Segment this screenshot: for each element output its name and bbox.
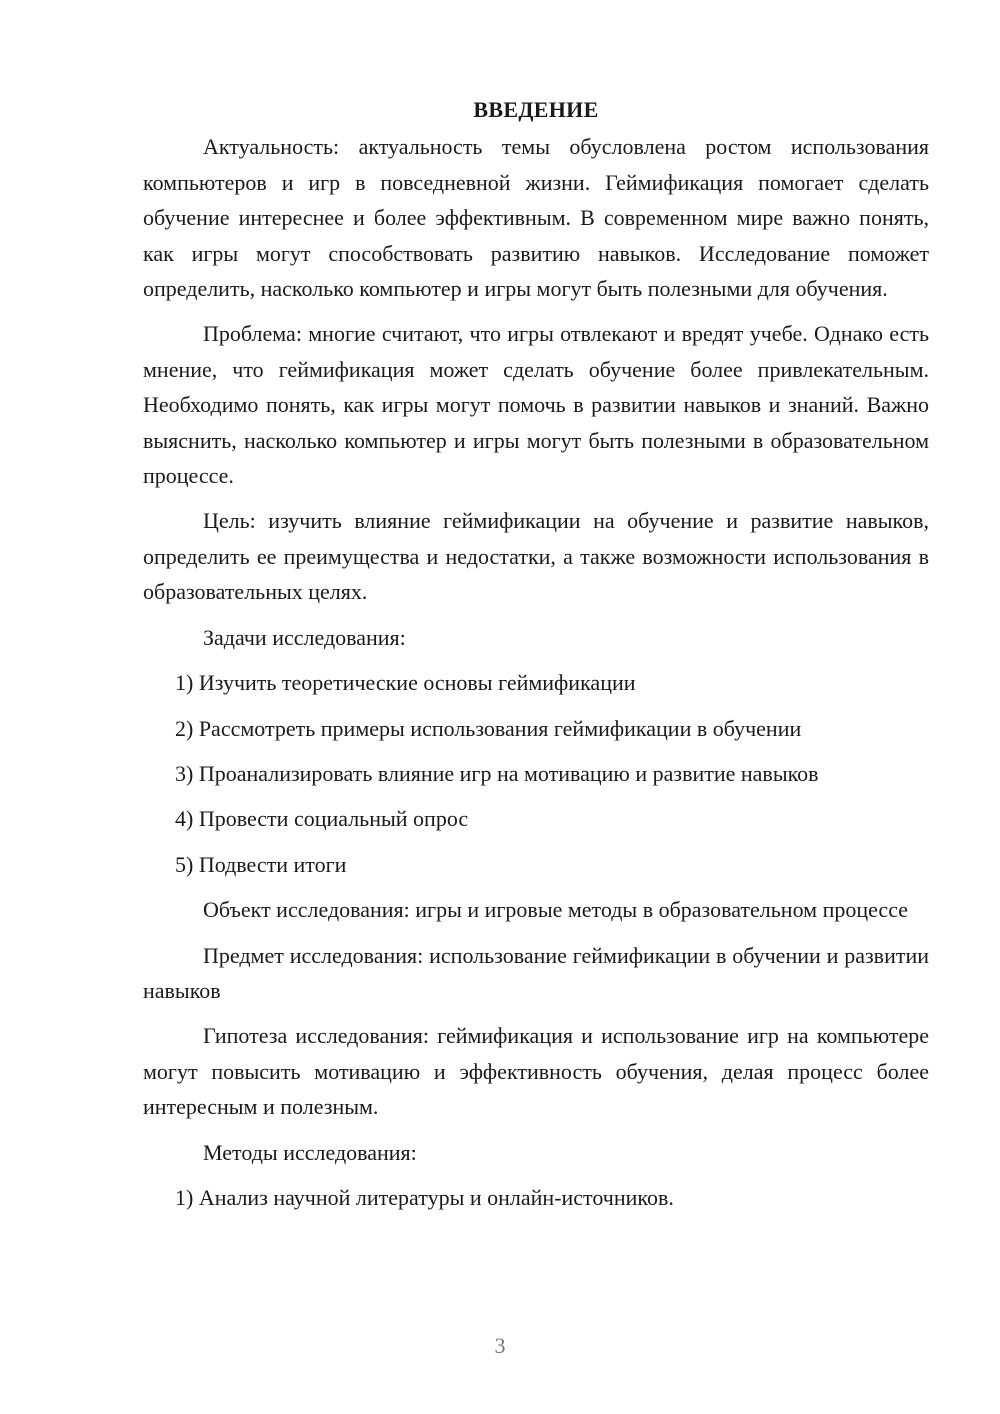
page-title: ВВЕДЕНИЕ [473,97,599,122]
method-item-1: 1) Анализ научной литературы и онлайн-источников. [175,1184,674,1210]
relevance-paragraph: Актуальность: актуальность темы обусловлена ростом использования компьютеров и игр в повседневной жизни. Геймификация помогает сделать обучение интереснее и более эффективным. В современном мире важно понять, как игры могут способствовать развитию навыков. Исследование поможет определить, насколько компьютер и игры могут быть полезными для обучения. [143,134,929,302]
tasks-heading: Задачи исследования: [203,624,406,650]
task-item-2: 2) Рассмотреть примеры использования геймификации в обучении [175,715,802,741]
methods-heading: Методы исследования: [203,1139,417,1165]
goal-paragraph: Цель: изучить влияние геймификации на обучение и развитие навыков, определить ее преимущества и недостатки, а также возможности использования в образовательных целях. [143,508,929,605]
task-item-4: 4) Провести социальный опрос [175,806,469,832]
document-page [143,92,929,1225]
object-paragraph: Объект исследования: игры и игровые методы в образовательном процессе [203,897,908,923]
task-item-5: 5) Подвести итоги [175,851,347,877]
problem-paragraph: Проблема: многие считают, что игры отвлекают и вредят учебе. Однако есть мнение, что геймификация может сделать обучение более привлекательным. Необходимо понять, как игры могут помочь в развитии навыков и знаний. Важно выяснить, насколько компьютер и игры могут быть полезными в образовательном процессе. [143,321,929,489]
page-number: 3 [494,1333,506,1358]
task-item-3: 3) Проанализировать влияние игр на мотивацию и развитие навыков [175,760,819,786]
hypothesis-paragraph: Гипотеза исследования: геймификация и использование игр на компьютере могут повысить мотивацию и эффективность обучения, делая процесс более интересным и полезным. [143,1023,929,1120]
task-item-1: 1) Изучить теоретические основы геймификации [175,670,636,696]
subject-paragraph: Предмет исследования: использование геймификации в обучении и развитии навыков [143,942,929,1003]
